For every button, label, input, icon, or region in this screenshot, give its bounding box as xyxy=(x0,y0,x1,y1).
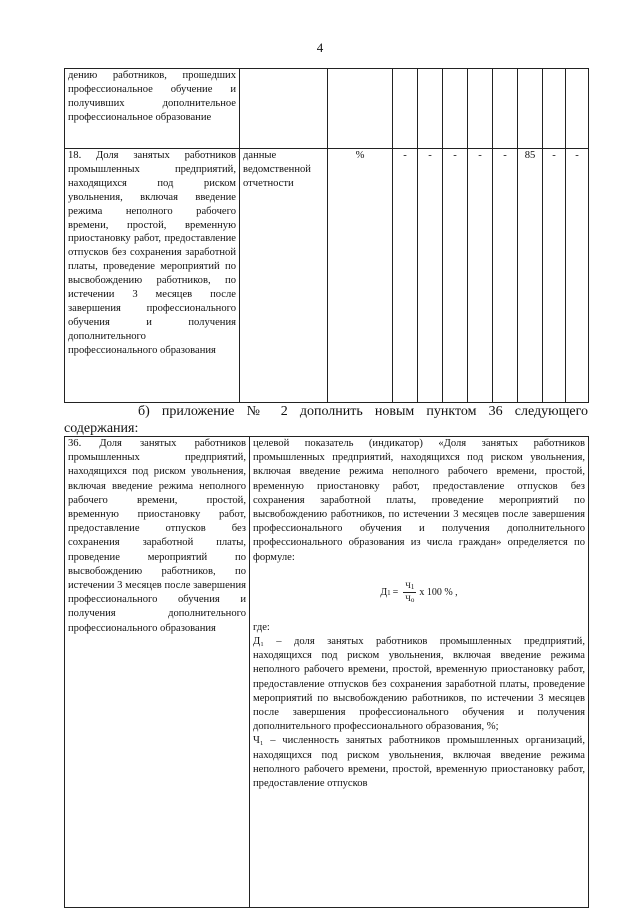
formula-fraction xyxy=(403,580,416,605)
formula xyxy=(253,565,585,621)
value-cell: - xyxy=(393,149,418,403)
page-number: 4 xyxy=(316,40,324,55)
definition-ch1: Ч₁ – численность занятых работников промышленных организаций, находящихся под риском увольнения, включая введение режима неполного рабочего времени, простой, временную приостановку работ, предоставление отпусков xyxy=(253,735,585,790)
numerator-sub: 1 xyxy=(410,583,415,592)
denominator-symbol: Ч xyxy=(405,593,411,604)
value-cell: 85 xyxy=(518,149,543,403)
denominator-sub: о xyxy=(410,596,415,605)
continuation-cell: дению работников, прошедших профессиональное обучение и получивших дополнительное профессиональное образование xyxy=(65,69,240,149)
indicator-name: 18. Доля занятых работников промышленных предприятий, находящихся под риском увольнения, включая введение режима неполного рабочего времени, простой, временную приостановку работ, предоставление отпусков без сохранения заработной платы, проведение мероприятий по высвобождению работников, по истечении 3 месяцев после завершения профессионального обучения и получения дополнительного профессионального образования xyxy=(65,149,240,403)
item-description-cell xyxy=(250,437,589,908)
paragraph-b: б) приложение № 2 дополнить новым пунктом 36 следующего содержания: xyxy=(64,404,588,436)
formula-multiplier: х 100 % , xyxy=(419,586,458,598)
indicator-unit: % xyxy=(328,149,393,403)
definition-d1: Д₁ – доля занятых работников промышленных предприятий, находящихся под риском увольнения, включая введение режима неполного рабочего времени, простой, временную приостановку работ, предоставление отпусков без сохранения заработной платы, проведение мероприятий по высвобождению работников, по истечении 3 месяцев после завершения профессионального обучения и получения дополнительного профессионального образования, %; xyxy=(253,636,585,733)
numerator-symbol: Ч xyxy=(405,580,411,591)
indicator-source: данные ведомственной отчетности xyxy=(240,149,328,403)
formula-denominator xyxy=(405,593,414,605)
formula-lhs: Д xyxy=(380,586,388,598)
value-cell: - xyxy=(493,149,518,403)
formula-numerator xyxy=(403,580,416,593)
table-row xyxy=(65,69,589,149)
item-name: 36. Доля занятых работников промышленных предприятий, находящихся под риском увольнения, включая введение режима неполного рабочего времени, простой, временную приостановку работ, предоставление отпусков без сохранения заработной платы, проведение мероприятий по высвобождению работников, по истечении 3 месяцев после завершения профессионального обучения и получения дополнительного профессионального образования xyxy=(65,437,250,908)
value-cell: - xyxy=(443,149,468,403)
value-cell: - xyxy=(418,149,443,403)
table-row xyxy=(65,149,589,403)
formula-lhs-sub: 1 xyxy=(387,588,391,597)
value-cell: - xyxy=(543,149,566,403)
table-row xyxy=(65,437,589,908)
indicator-table xyxy=(64,68,589,403)
where-text: где: xyxy=(253,621,270,633)
value-cell: - xyxy=(468,149,493,403)
formula-equals: = xyxy=(392,586,399,598)
value-cell: - xyxy=(566,149,589,403)
appendix-table xyxy=(64,436,589,908)
description-text: целевой показатель (индикатор) «Доля занятых работников промышленных предприятий, находящихся под риском увольнения, включая введение режима неполного рабочего времени, простой, временную приостановку работ, предоставление отпусков без сохранения заработной платы, проведение мероприятий по высвобождению работников, по истечении 3 месяцев после завершения профессионального обучения и получения дополнительного профессионального образования из числа граждан» определяется по формуле: xyxy=(253,438,585,563)
